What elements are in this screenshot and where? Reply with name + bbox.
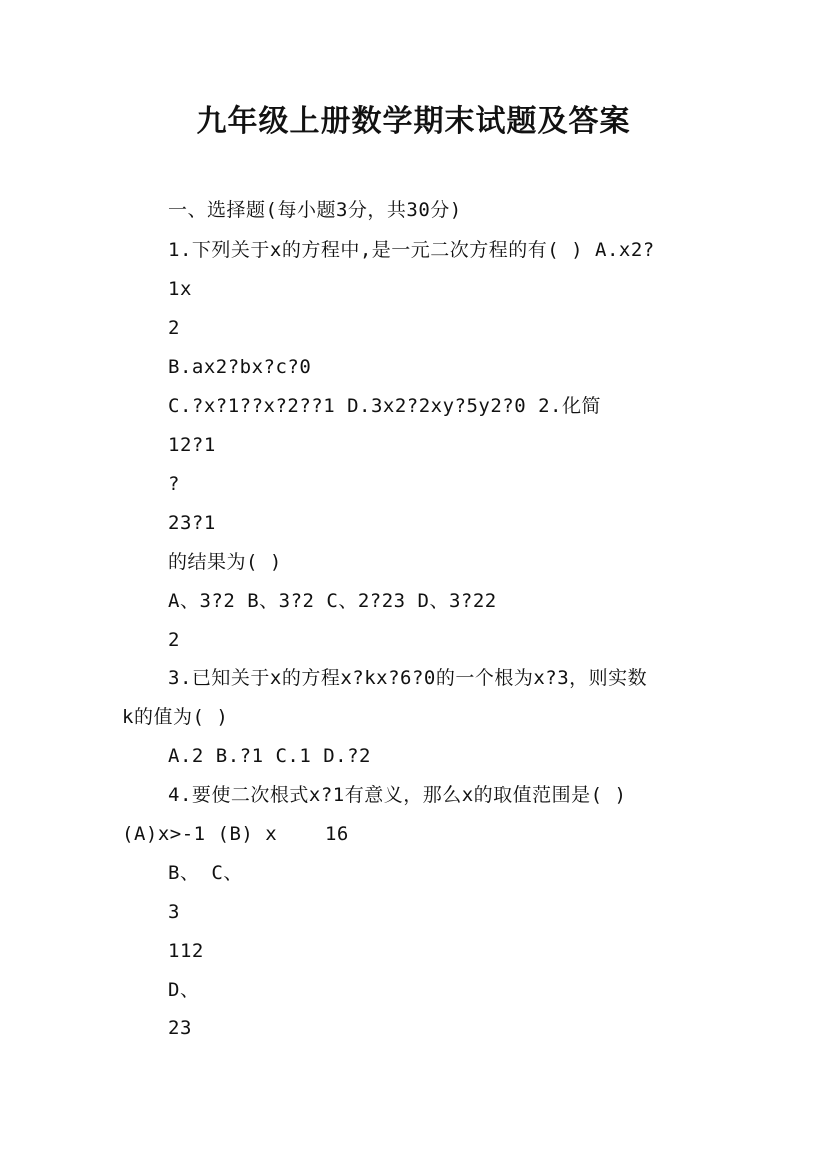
question-3-continuation: k的值为( ) — [122, 706, 229, 728]
option-line: (A)x>-1 (B) x 16 — [122, 823, 349, 845]
page-title: 九年级上册数学期末试题及答案 — [196, 104, 631, 139]
question-4-text: 4.要使二次根式x?1有意义，那么x的取值范围是( ) — [168, 784, 627, 806]
text-line: 12?1 — [168, 434, 216, 456]
text-line: 的结果为( ) — [168, 551, 282, 573]
text-line: 23 — [168, 1017, 192, 1039]
option-line: B.ax2?bx?c?0 — [168, 356, 312, 378]
text-line: 2 — [168, 629, 180, 651]
text-line: 3 — [168, 901, 180, 923]
option-line: C.?x?1??x?2??1 D.3x2?2xy?5y2?0 2.化简 — [168, 395, 601, 417]
text-line: 1x — [168, 278, 192, 300]
text-line: 23?1 — [168, 512, 216, 534]
text-line: 2 — [168, 317, 180, 339]
option-line: B、 C、 — [168, 862, 243, 884]
text-line: 112 — [168, 940, 204, 962]
question-3-text: 3.已知关于x的方程x?kx?6?0的一个根为x?3，则实数 — [168, 667, 648, 689]
option-line: A.2 B.?1 C.1 D.?2 — [168, 745, 371, 767]
option-line: A、3?2 B、3?2 C、2?23 D、3?22 — [168, 590, 497, 612]
question-1-text: 1.下列关于x的方程中,是一元二次方程的有( ) A.x2? — [168, 239, 655, 261]
section-heading: 一、选择题(每小题3分，共30分) — [168, 199, 462, 221]
option-line: D、 — [168, 979, 200, 1001]
text-line: ? — [168, 473, 180, 495]
